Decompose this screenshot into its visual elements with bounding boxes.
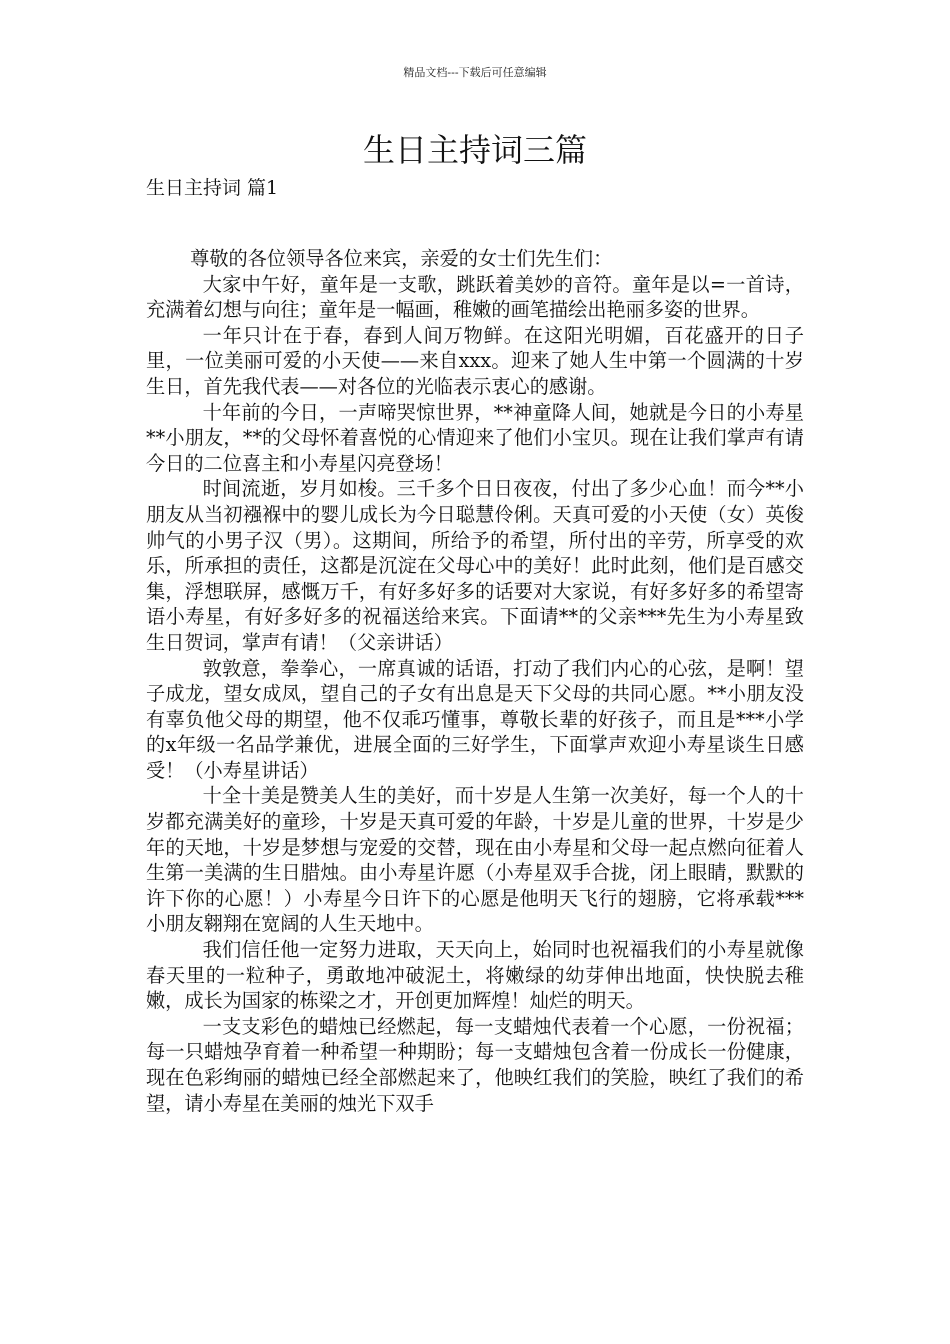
body-paragraph: 我们信任他一定努力进取，天天向上，始同时也祝福我们的小寿星就像春天里的一粒种子，勇敢地冲破泥土，将嫩绿的幼芽伸出地面，快快脱去稚嫩，成长为国家的栋梁之才，开创更加辉煌！灿烂的明天。 bbox=[146, 938, 804, 1013]
section-heading: 生日主持词 篇1 bbox=[146, 177, 279, 199]
body-paragraph: 大家中午好，童年是一支歌，跳跃着美妙的音符。童年是以=一首诗，充满着幻想与向往；童年是一幅画，稚嫩的画笔描绘出艳丽多姿的世界。 bbox=[146, 272, 804, 322]
body-paragraph: 一支支彩色的蜡烛已经燃起，每一支蜡烛代表着一个心愿，一份祝福；每一只蜡烛孕育着一种希望一种期盼；每一支蜡烛包含着一份成长一份健康，现在色彩绚丽的蜡烛已经全部燃起来了，他映红我们的笑脸，映红了我们的希望，请小寿星在美丽的烛光下双手 bbox=[146, 1014, 804, 1115]
document-body bbox=[146, 246, 804, 1116]
body-paragraph: 时间流逝，岁月如梭。三千多个日日夜夜，付出了多少心血！而今**小朋友从当初襁褓中的婴儿成长为今日聪慧伶俐。天真可爱的小天使（女）英俊帅气的小男子汉（男）。这期间，所给予的希望，所付出的辛劳，所享受的欢乐，所承担的责任，这都是沉淀在父母心中的美好！此时此刻，他们是百感交集，浮想联屏，感慨万千，有好多好多的话要对大家说，有好多好多的希望寄语小寿星，有好多好多的祝福送给来宾。下面请**的父亲***先生为小寿星致生日贺词，掌声有请！（父亲讲话） bbox=[146, 477, 804, 654]
salutation-paragraph: 尊敬的各位领导各位来宾，亲爱的女士们先生们： bbox=[190, 247, 613, 270]
header-note: 精品文档---下载后可任意编辑 bbox=[403, 66, 547, 79]
body-paragraph: 敦敦意，拳拳心，一席真诚的话语，打动了我们内心的心弦，是啊！望子成龙，望女成凤，望自己的子女有出息是天下父母的共同心愿。**小朋友没有辜负他父母的期望，他不仅乖巧懂事，尊敬长辈的好孩子，而且是***小学的x年级一名品学兼优，进展全面的三好学生，下面掌声欢迎小寿星谈生日感受！（小寿星讲话） bbox=[146, 656, 804, 782]
body-paragraph: 一年只计在于春，春到人间万物鲜。在这阳光明媚，百花盛开的日子里，一位美丽可爱的小天使——来自xxx。迎来了她人生中第一个圆满的十岁生日，首先我代表——对各位的光临表示衷心的感谢。 bbox=[146, 323, 804, 398]
document-title: 生日主持词三篇 bbox=[362, 131, 587, 169]
body-paragraph: 十全十美是赞美人生的美好，而十岁是人生第一次美好，每一个人的十岁都充满美好的童珍，十岁是天真可爱的年龄，十岁是儿童的世界，十岁是少年的天地，十岁是梦想与宠爱的交替，现在由小寿星和父母一起点燃向征着人生第一美满的生日腊烛。由小寿星许愿（小寿星双手合拢，闭上眼睛，默默的许下你的心愿！）小寿星今日许下的心愿是他明天飞行的翅膀，它将承载***小朋友翱翔在宽阔的人生天地中。 bbox=[146, 784, 804, 936]
body-paragraph: 十年前的今日，一声啼哭惊世界，**神童降人间，她就是今日的小寿星**小朋友，**的父母怀着喜悦的心情迎来了他们小宝贝。现在让我们掌声有请今日的二位喜主和小寿星闪亮登场！ bbox=[146, 400, 804, 475]
